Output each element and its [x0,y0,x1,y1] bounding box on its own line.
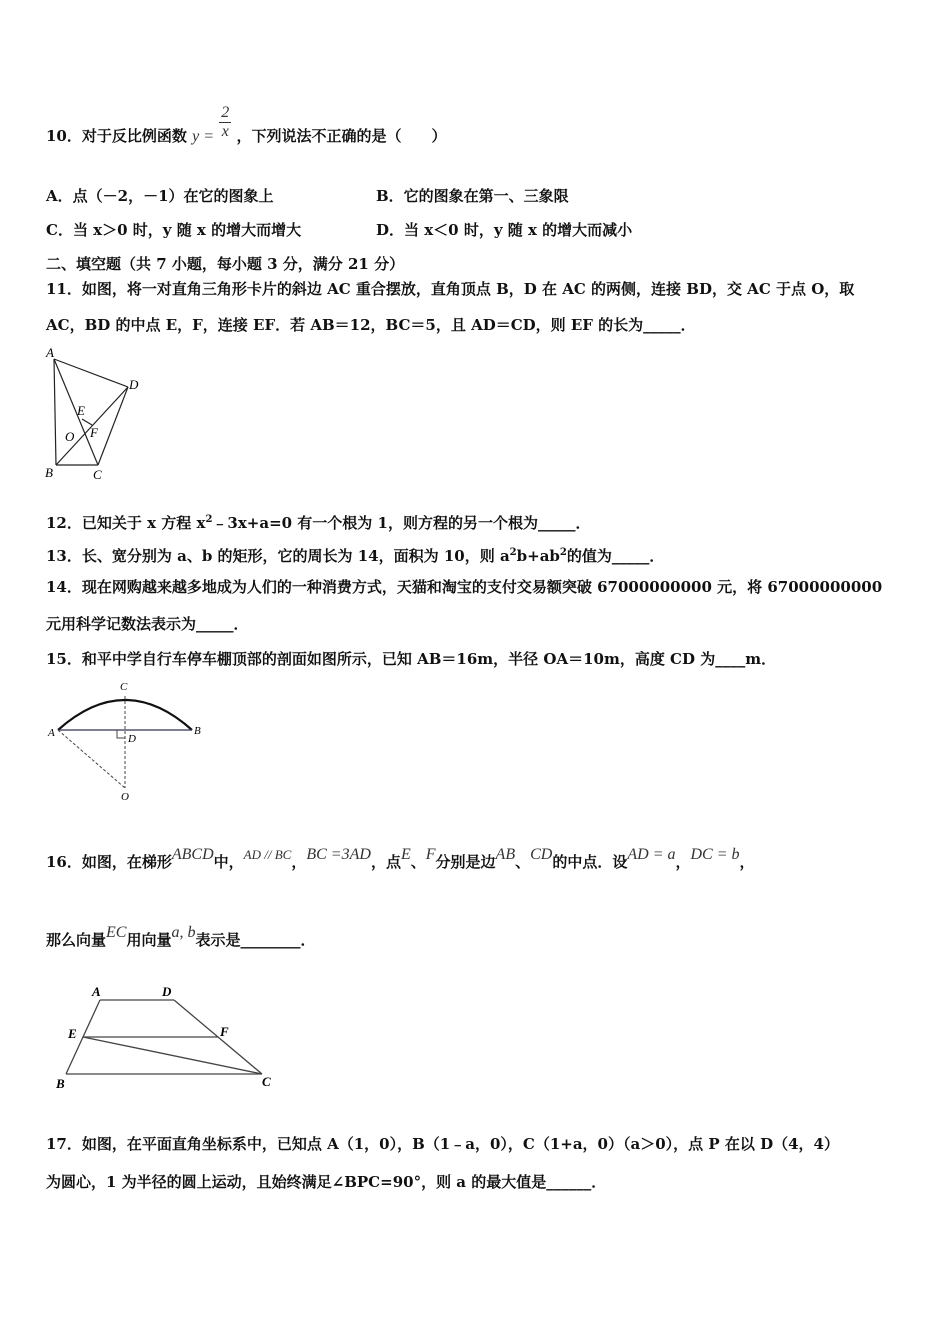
q10-fraction: $\frac{2}{x}$ [221,103,230,140]
q11-label-e: E [77,403,85,418]
section-heading: 二、填空题（共 7 小题，每小题 3 分，满分 21 分） [46,255,405,273]
q15-label-d: D [128,733,136,745]
q11-line1: 11．如图，将一对直角三角形卡片的斜边 AC 重合摆放，直角顶点 B，D 在 AC 的两侧，连接 BD，交 AC 于点 O，取 [46,280,855,298]
q15-line1: 15．和平中学自行车停车棚顶部的剖面如图所示，已知 AB＝16m，半径 OA＝10m，高度 CD 为____m． [46,650,777,668]
q12: 12．已知关于 x 方程 $x^2﹣3x+a=0$ 有一个根为 1，则方程的另一个根为_____． [46,514,591,532]
q13: 13．长、宽分别为 a、b 的矩形，它的周长为 14，面积为 10，则 $a^2b+ab^2$的值为_____． [46,547,665,565]
q16-figure [52,982,282,1094]
q16-label-e: E [68,1026,77,1041]
q16-segment-ec [83,1037,262,1074]
q16-label-a: A [92,984,101,999]
q11-label-c: C [93,467,102,482]
q15-label-a: A [48,727,55,739]
q10-func-lhs: y = [192,128,215,145]
q16-label-d: D [162,984,172,999]
q11-label-o: O [65,429,75,444]
q15-label-b: B [194,725,201,737]
q10-option-c: C．当 x＞0 时，y 随 x 的增大而增大 [46,221,302,239]
q16-label-c: C [262,1074,271,1089]
q11-label-f: F [90,425,98,440]
q17-line2: 为圆心，1 为半径的圆上运动，且始终满足∠BPC=90°，则 a 的最大值是______． [46,1173,607,1191]
q11-line2: AC，BD 的中点 E，F，连接 EF．若 AB＝12，BC＝5，且 AD＝CD，则 EF 的长为_____． [46,316,696,334]
q10-option-b: B．它的图象在第一、三象限 [376,187,569,205]
q15-arc [58,700,192,730]
q17-line1: 17．如图，在平面直角坐标系中，已知点 A（1，0），B（1﹣a，0），C（1+a，0）（a＞0），点 P 在以 D（4，4） [46,1135,839,1153]
q11-figure [40,345,150,485]
q11-segment-dc [98,387,128,465]
q11-label-b: B [45,465,53,480]
q14-line2: 元用科学记数法表示为_____． [46,615,249,633]
q15-label-o: O [121,791,129,803]
q10-option-a: A．点（－2，－1）在它的图象上 [46,187,274,205]
q15-right-angle [117,730,125,738]
q11-segment-ad [54,359,128,387]
q11-label-a: A [46,345,54,360]
q11-label-d: D [129,377,139,392]
q15-label-c: C [120,681,128,693]
q10-stem: 10．对于反比例函数 y = $\frac{2}{x}$ ，下列说法不正确的是（ ） [46,103,447,145]
q15-figure [40,676,210,806]
q15-line-ao [58,730,125,788]
q16-line2: 那么向量EC用向量a, b表示是________． [46,924,316,949]
q14-line1: 14．现在网购越来越多地成为人们的一种消费方式，天猫和淘宝的支付交易额突破 67000000000 元，将 67000000000 [46,578,883,596]
q10-option-d: D．当 x＜0 时，y 随 x 的增大而减小 [376,221,633,239]
q16-line1: 16．如图，在梯形ABCD中，AD // BC，BC =3AD，点E、F分别是边AB、CD的中点．设AD = a，DC = b， [46,846,755,871]
q11-segment-ac [54,359,98,465]
q16-label-b: B [56,1076,65,1091]
q16-label-f: F [220,1024,229,1039]
q11-segment-ab [54,359,56,465]
